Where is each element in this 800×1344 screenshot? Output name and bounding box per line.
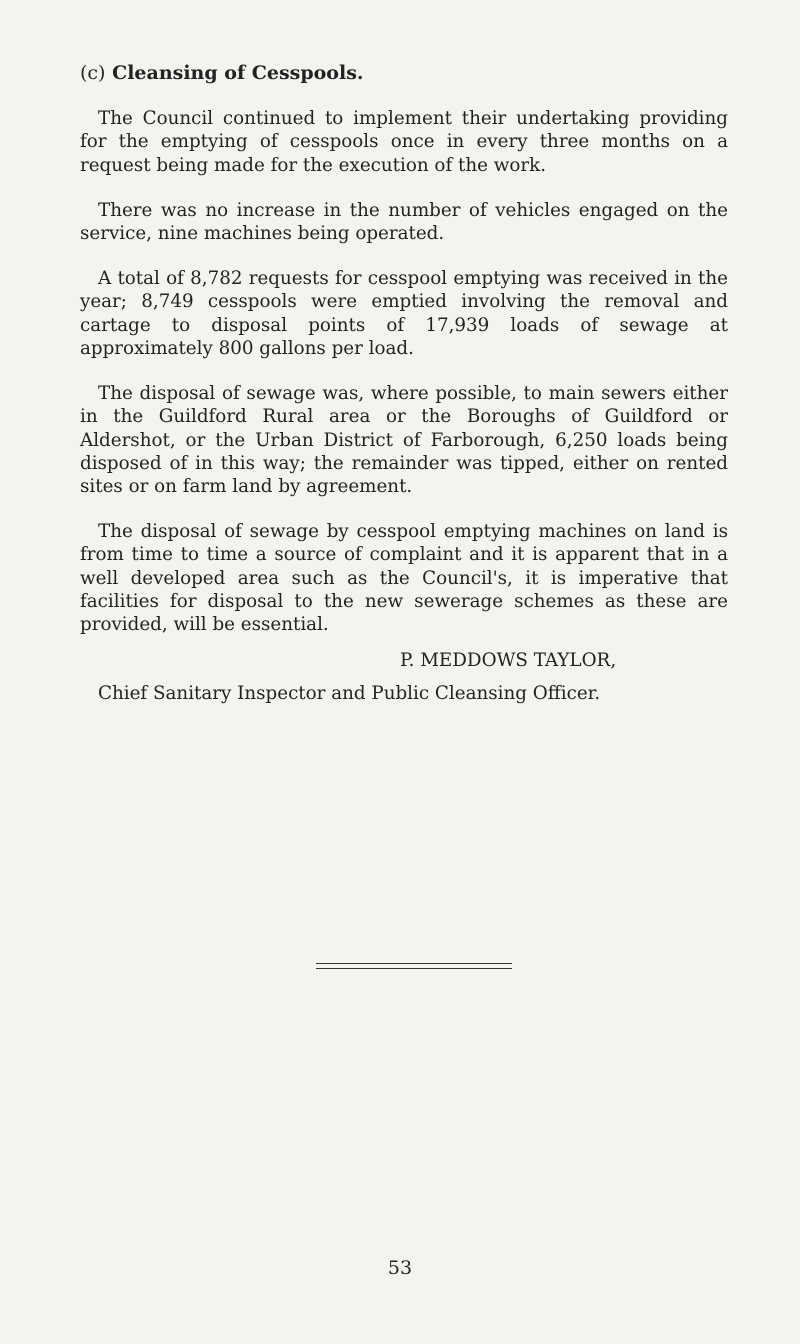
section-title: Cleansing of Cesspools. — [112, 62, 364, 84]
divider-rule-top — [316, 963, 512, 964]
paragraph-vehicles: There was no increase in the number of vehicles engaged on the service, nine machines being operated. — [80, 200, 728, 245]
paragraph-requests: A total of 8,782 requests for cesspool emptying was received in the year; 8,749 cesspools were emptied involving the removal and cartage to disposal points of 17,939 loads of sewage at approximately 800 gallons per load. — [80, 268, 728, 359]
paragraph-disposal: The disposal of sewage was, where possible, to main sewers either in the Guildford Rural area or the Boroughs of Guildford or Aldershot, or the Urban District of Farborough, 6,250 loads being disposed of in this way; the remainder was tipped, either on rented sites or on farm land by agreement. — [80, 383, 728, 498]
signatory-title: Chief Sanitary Inspector and Public Cleansing Officer. — [98, 683, 601, 704]
paragraph-implementation: The Council continued to implement their undertaking providing for the emptying of cesspools once in every three months on a request being made for the execution of the work. — [80, 108, 728, 176]
paragraph-complaints: The disposal of sewage by cesspool emptying machines on land is from time to time a source of complaint and it is apparent that in a well developed area such as the Council's, it is imperative that facilities for disposal to the new sewerage schemes as these are provided, will be essential. — [80, 521, 728, 636]
section-marker: (c) — [80, 62, 106, 84]
divider-rule-bottom — [316, 968, 512, 969]
section-heading — [80, 62, 364, 84]
page-number: 53 — [387, 1257, 413, 1279]
signatory-name: P. MEDDOWS TAYLOR, — [400, 650, 617, 671]
